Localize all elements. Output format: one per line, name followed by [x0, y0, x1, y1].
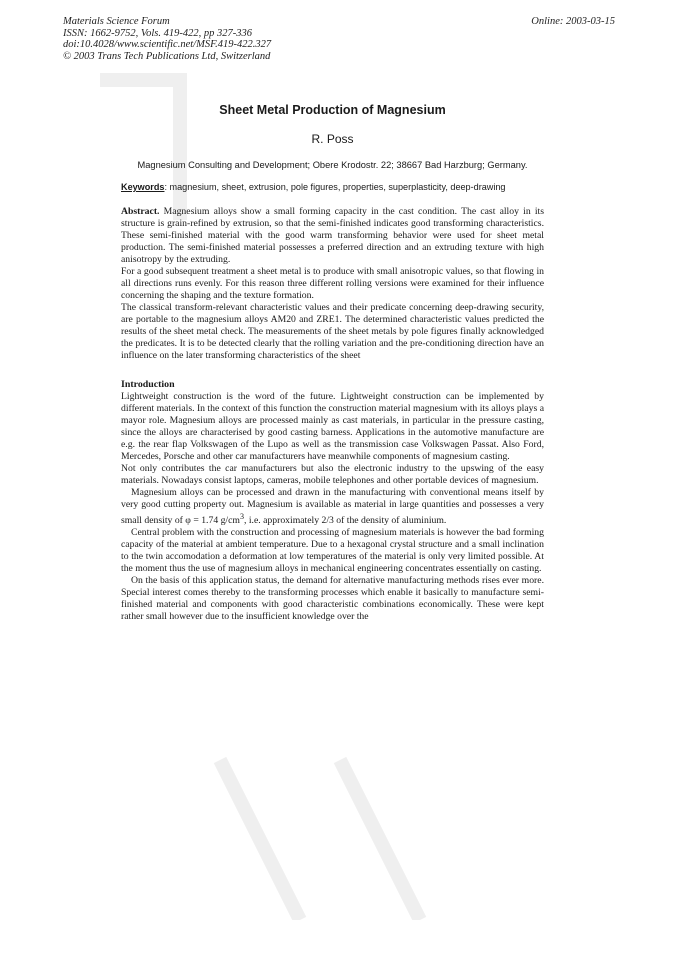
online-date: Online: 2003-03-15 [531, 16, 615, 27]
section-heading: Introduction [121, 379, 175, 390]
abstract-label: Abstract. [121, 206, 160, 217]
density-text: Magnesium alloys can be processed and drawn in the manufacturing with conventional means itself by very good cutting property out. Magnesium is available as material in large quantities and possesses a very small density of φ = 1.74 g/cm [121, 487, 544, 527]
journal-name: Materials Science Forum [63, 16, 170, 27]
abstract-section [121, 206, 544, 362]
copyright-line: © 2003 Trans Tech Publications Ltd, Switzerland [63, 50, 271, 62]
keywords-text: : magnesium, sheet, extrusion, pole figures, properties, superplasticity, deep-drawing [164, 182, 506, 192]
doi-line: doi:10.4028/www.scientific.net/MSF.419-422.327 [63, 39, 272, 50]
affiliation: Magnesium Consulting and Development; Obere Krodostr. 22; 38667 Bad Harzburg; Germany. [137, 160, 528, 170]
abstract-paragraph: The classical transform-relevant characteristic values and their predicate concerning deep-drawing security, are portable to the magnesium alloys AM20 and ZRE1. The determined characteristic values predicted the results of the sheet metal check. The measurements of the sheet metals by pole figures finally acknowledged the predicates. It is to be detected clearly that the rolling variation and the pre-conditioning direction have an influence on the later transforming characteristics of the sheet [121, 302, 544, 361]
introduction-section [121, 379, 544, 623]
issn-line: ISSN: 1662-9752, Vols. 419-422, pp 327-336 [63, 27, 252, 39]
article-body [121, 102, 544, 623]
intro-paragraph: Lightweight construction is the word of the future. Lightweight construction can be implemented by different materials. In the context of this function the construction material magnesium with its alloys plays a mayor role. Magnesium alloys are processed mainly as cast materials, in particular in the pressure casting, since the alloys are characterised by good casting barness. Applications in the automotive manufacture are e.g. the rear flap Volkswagen of the Lupo as well as the transmission case Volkswagen Passat. Also Ford, Mercedes, Porsche and other car manufacturers have meanwhile components of magnesium casting. [121, 391, 545, 462]
intro-paragraph: Central problem with the construction and processing of magnesium materials is however the bad forming capacity of the material at ambient temperature. Due to a hexagonal crystal structure and a small inclination to the twin accomodation a deformation at low temperatures of the material is only very limited possible. At the moment thus the use of magnesium alloys in mechanical engineering concentrates essentially on casting. [121, 527, 544, 575]
publication-info [63, 16, 271, 62]
paper-title: Sheet Metal Production of Magnesium [219, 103, 446, 117]
intro-paragraph: Not only contributes the car manufacturers but also the electronic industry to the upswing of the easy materials. Nowadays consist laptops, cameras, mobile telephones and other portable devices of magnesium. [121, 463, 544, 486]
abstract-paragraph [121, 206, 544, 266]
keywords-label: Keywords [121, 182, 165, 192]
abstract-paragraph: For a good subsequent treatment a sheet metal is to produce with small anisotropic values, so that flowing in all directions runs evenly. For this reason three different rolling versions were examined for their influence concerning the shaping and the texture formation. [121, 266, 544, 301]
superscript: 3 [239, 512, 244, 521]
author-name: R. Poss [311, 132, 354, 146]
intro-paragraph [121, 487, 544, 527]
intro-paragraph: On the basis of this application status, the demand for alternative manufacturing methods rises ever more. Special interest comes thereby to the transforming processes which enable it basically to manufacture semi-finished material and components with good characteristic combinations economically. These were kept rather small however due to the insufficient knowledge over the [121, 575, 544, 623]
keywords-line [121, 181, 544, 193]
density-text-end: , i.e. approximately 2/3 of the density of aluminium. [244, 515, 447, 527]
abstract-text-1: Magnesium alloys show a small forming capacity in the cast condition. The cast alloy in its structure is grain-refined by extrusion, so that the semi-finished indicates good transforming characteristics. These semi-finished material with the good warm transforming behavior were used for sheet metal production. The semi-finished material possesses a preferred direction and an extruding texture with high anisotropy by the extruding. [121, 206, 544, 265]
